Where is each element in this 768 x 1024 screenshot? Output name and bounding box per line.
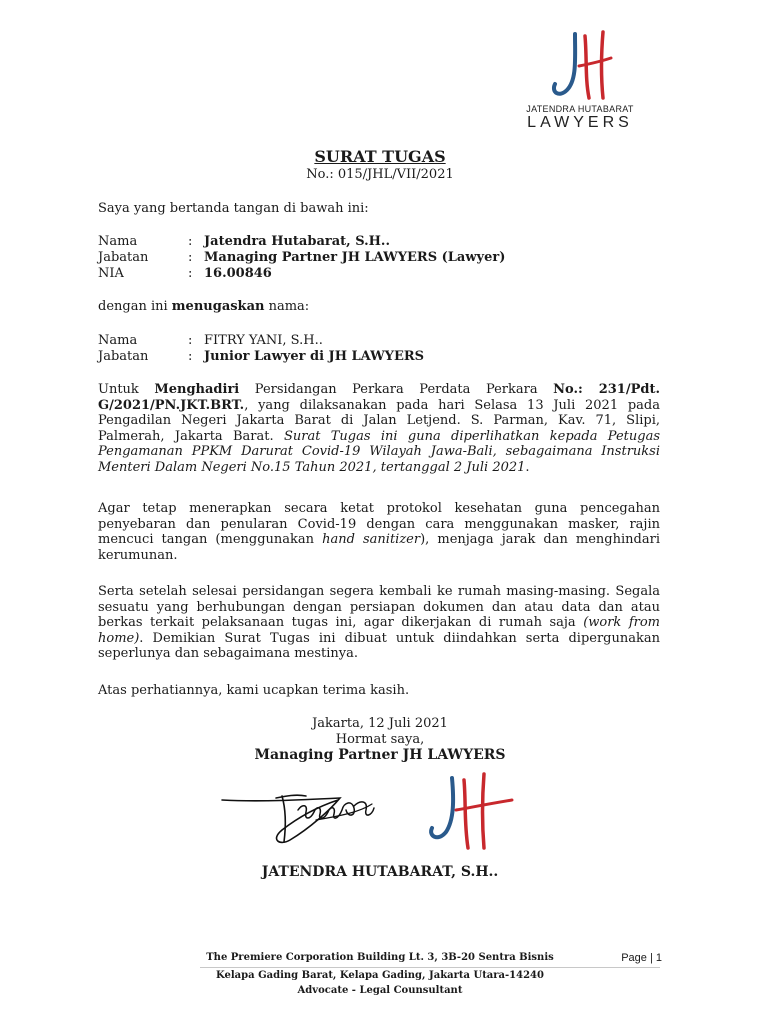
footer-address-line-1: The Premiere Corporation Building Lt. 3, 3B-20 Sentra Bisnis [206,952,554,963]
footer-address-line-2: Kelapa Gading Barat, Kelapa Gading, Jakarta Utara-14240 [216,970,544,981]
field-colon: : [188,349,193,364]
text-segment: dengan ini [98,299,172,314]
field-colon: : [188,234,193,249]
case-number: No.: 231/Pdt. G/2021/PN.JKT.BRT. [98,382,660,413]
document-title: SURAT TUGAS [314,147,446,166]
signer-nia-row [98,266,505,282]
italic-segment: hand sanitizer [322,532,421,547]
text-segment: Untuk [98,382,155,397]
field-value: FITRY YANI, S.H.. [204,333,323,348]
document-number: No.: 015/JHL/VII/2021 [306,167,454,182]
place-date: Jakarta, 12 Juli 2021 [312,716,448,731]
text-segment: . Demikian Surat Tugas ini dibuat untuk diindahkan serta dipergunakan seperlunya dan sebagaimana mestinya. [98,630,660,661]
field-value: Jatendra Hutabarat, S.H.. [204,234,390,249]
handwritten-signature [220,770,520,860]
text-segment: , yang dilaksanakan pada hari Selasa 13 Juli 2021 pada Pengadilan Negeri Jakarta Barat di Jalan Letjend. S. Parman, Kav. 71, Slipi, Palmerah, Jakarta Barat. [98,397,660,444]
signer-name-row [98,234,505,250]
signer-name: JATENDRA HUTABARAT, S.H.. [261,864,499,880]
bold-segment: menugaskan [171,299,265,314]
field-colon: : [188,333,193,348]
signer-details [98,234,505,282]
health-protocol-paragraph [98,501,660,563]
closing-greeting: Hormat saya, [335,732,425,747]
italic-segment: Surat Tugas ini guna diperlihatkan kepada Petugas Pengamanan PPKM Darurat Covid-19 Wilayah Jawa-Bali, sebagaimana Instruksi Menteri Dalam Negeri No.15 Tahun 2021, tertanggal 2 Juli 2021 [98,428,660,475]
firm-logo [520,28,640,138]
field-label: Jabatan [98,349,149,364]
assignment-intro [98,299,660,315]
field-value: 16.00846 [204,266,272,281]
field-colon: : [188,266,193,281]
assignee-details [98,333,424,365]
text-segment: Agar tetap menerapkan secara ketat protokol kesehatan guna pencegahan penyebaran dan penularan Covid-19 dengan cara menggunakan masker, rajin mencuci tangan (menggunakan [98,501,660,547]
signature-block [220,770,520,860]
field-label: Jabatan [98,250,149,265]
page-number: Page | 1 [621,952,662,964]
text-segment: ), menjaga jarak dan menghindari kerumunan. [98,532,660,563]
logo-brand-text: LAWYERS [527,114,633,131]
field-label: NIA [98,266,124,281]
hearing-paragraph [98,382,660,475]
footer-divider [200,967,660,968]
field-value: Junior Lawyer di JH LAWYERS [204,349,425,364]
text-segment: . [525,459,530,475]
text-segment: nama: [264,299,310,314]
logo-firm-name: JATENDRA HUTABARAT [526,104,634,114]
italic-segment: (work from home) [98,615,660,646]
field-label: Nama [98,234,138,249]
text-segment: Persidangan Perkara Perdata Perkara [239,382,554,397]
signer-position: Managing Partner JH LAWYERS [254,747,506,763]
jh-monogram-icon [545,28,615,102]
work-from-home-paragraph [98,584,660,662]
assignee-name-row [98,333,424,349]
field-colon: : [188,250,193,265]
signer-position-row [98,250,505,266]
field-value: Managing Partner JH LAWYERS (Lawyer) [204,250,506,265]
bold-segment: Menghadiri [154,382,240,397]
text-segment: Serta setelah selesai persidangan segera kembali ke rumah masing-masing. Segala sesuatu yang berhubungan dengan persiapan dokumen dan atau data dan atau berkas terkait pelaksanaan tugas ini, agar dikerjakan di rumah saja [98,584,660,630]
footer-tagline: Advocate - Legal Counsultant [297,985,463,996]
field-label: Nama [98,333,138,348]
thanks-paragraph: Atas perhatiannya, kami ucapkan terima kasih. [98,683,410,698]
assignee-position-row [98,349,424,365]
intro-paragraph: Saya yang bertanda tangan di bawah ini: [98,201,369,216]
